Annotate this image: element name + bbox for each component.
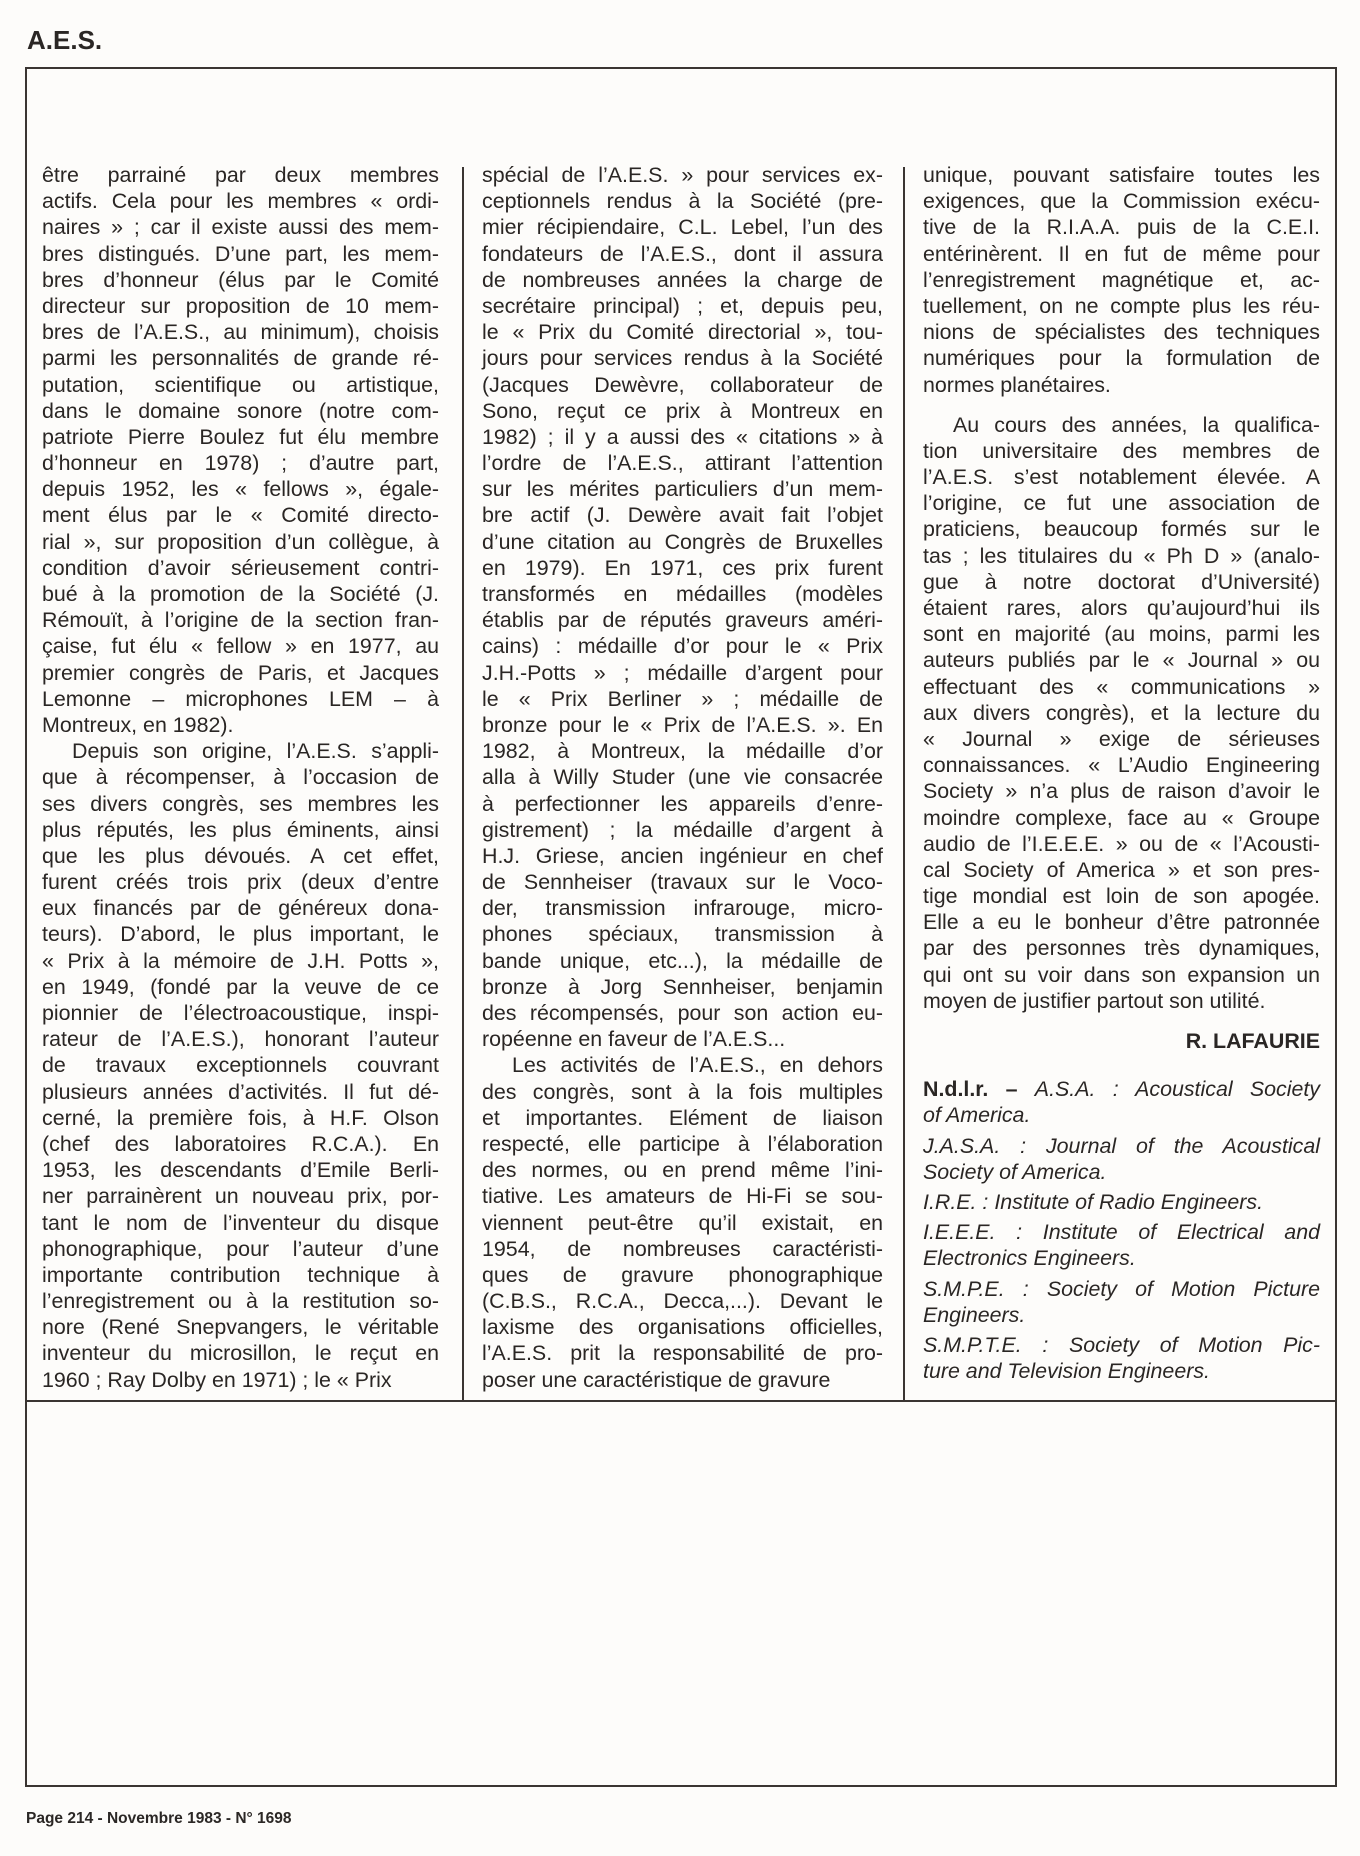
text-line: audio de l’I.E.E.E. » ou de « l’Acousti- <box>923 831 1320 856</box>
text-line: gistrement) ; la médaille d’argent à <box>482 817 883 842</box>
note-text: A.S.A. : Acoustical Society <box>1034 1077 1320 1102</box>
note-line: S.M.P.T.E. : Society of Motion Pic- <box>923 1332 1320 1357</box>
abbreviation-entry <box>923 1189 1320 1215</box>
text-line: laxisme des organisations officielles, <box>482 1315 883 1340</box>
text-line: ceptionnels rendus à la Société (pre- <box>482 189 883 214</box>
text-line: nore (René Snepvangers, le véritable <box>42 1315 439 1340</box>
text-line: 1953, les descendants d’Emile Berli- <box>42 1158 439 1183</box>
text-line: cains) : médaille d’or pour le « Prix <box>482 634 883 659</box>
text-line: ses divers congrès, ses membres les <box>42 791 439 816</box>
text-line: rial », sur proposition d’un collègue, à <box>42 529 439 554</box>
text-line: eux financés par de généreux dona- <box>42 896 439 921</box>
text-line: cerné, la première fois, à H.F. Olson <box>42 1105 439 1130</box>
text-line: viennent peut-être qu’il existait, en <box>482 1210 883 1235</box>
text-line: Sono, reçut ce prix à Montreux en <box>482 398 883 423</box>
text-line: nions de spécialistes des techniques <box>923 320 1320 345</box>
text-line: qui ont su voir dans son expansion un <box>923 962 1320 987</box>
paragraph <box>923 162 1320 398</box>
text-line: secrétaire principal) ; et, depuis peu, <box>482 293 883 318</box>
text-line: l’origine, ce fut une association de <box>923 491 1320 516</box>
paragraph <box>482 162 883 1052</box>
text-line: exigences, que la Commission exécu- <box>923 189 1320 214</box>
note-line: Electronics Engineers. <box>923 1246 1136 1271</box>
text-line: bres de l’A.E.S., au minimum), choisis <box>42 320 439 345</box>
text-line: être parrainé par deux membres <box>42 163 439 187</box>
abbreviation-entry <box>923 1276 1320 1328</box>
note-line: of America. <box>923 1103 1031 1128</box>
text-line: Les activités de l’A.E.S., en dehors <box>512 1053 883 1078</box>
text-line: alla à Willy Studer (une vie consacrée <box>482 765 883 790</box>
text-line: J.H.-Potts » ; médaille d’argent pour <box>482 660 883 685</box>
text-line: l’A.E.S. s’est notablement élevée. A <box>923 465 1320 490</box>
text-line: tiative. Les amateurs de Hi-Fi se sou- <box>482 1184 883 1209</box>
text-line: auteurs publiés par le « Journal » ou <box>923 648 1320 673</box>
text-line: putation, scientifique ou artistique, <box>42 372 439 397</box>
text-line: numériques pour la formulation de <box>923 346 1320 371</box>
note-line: J.A.S.A. : Journal of the Acoustical <box>923 1133 1320 1158</box>
paragraph <box>42 162 439 738</box>
text-line: ques de gravure phonographique <box>482 1262 883 1287</box>
text-line: bande unique, etc...), la médaille de <box>482 948 883 973</box>
article-body <box>923 162 1320 1014</box>
text-line: tant le nom de l’inventeur du disque <box>42 1210 439 1235</box>
text-line: fondateurs de l’A.E.S., dont il assura <box>482 241 883 266</box>
text-line: dans le domaine sonore (notre com- <box>42 398 439 423</box>
text-line: Society » n’a plus de raison d’avoir le <box>923 779 1320 804</box>
article-bottom-rule <box>25 1400 1337 1402</box>
text-line: tas ; les titulaires du « Ph D » (analo- <box>923 543 1320 568</box>
text-line: bre actif (J. Dewère avait fait l’objet <box>482 503 883 528</box>
text-line: 1982, à Montreux, la médaille d’or <box>482 739 883 764</box>
text-line: çaise, fut élu « fellow » en 1977, au <box>42 634 439 659</box>
text-line: Rémouït, à l’origine de la section fran- <box>42 608 439 633</box>
text-line: bronze à Jorg Sennheiser, benjamin <box>482 974 883 999</box>
text-line: unique, pouvant satisfaire toutes les <box>923 163 1320 187</box>
text-line: tive de la R.I.A.A. puis de la C.E.I. <box>923 215 1320 240</box>
text-line: que les plus dévoués. A cet effet, <box>42 843 439 868</box>
section-mark: A.E.S. <box>27 25 103 55</box>
text-line: plusieurs années d’activités. Il fut dé- <box>42 1079 439 1104</box>
text-line: et importantes. Elément de liaison <box>482 1105 883 1130</box>
text-line: le « Prix du Comité directorial », tou- <box>482 320 883 345</box>
text-line: l’A.E.S. prit la responsabilité de pro- <box>482 1341 883 1366</box>
note-line <box>923 1076 1320 1102</box>
text-line: bronze pour le « Prix de l’A.E.S. ». En <box>482 712 883 737</box>
text-line: aux divers congrès), et la lecture du <box>923 700 1320 725</box>
text-line: naires » ; car il existe aussi des mem- <box>42 215 439 240</box>
text-line: de nombreuses années la charge de <box>482 267 883 292</box>
author-signature: R. LAFAURIE <box>1185 1029 1320 1053</box>
text-line: mier récipiendaire, C.L. Lebel, l’un des <box>482 215 883 240</box>
note-line: I.R.E. : Institute of Radio Engineers. <box>923 1189 1264 1214</box>
text-line: de travaux exceptionnels couvrant <box>42 1053 439 1078</box>
note-line: ture and Television Engineers. <box>923 1359 1210 1384</box>
text-line: ropéenne en faveur de l’A.E.S... <box>482 1027 786 1052</box>
text-line: des récompensés, pour son action eu- <box>482 1001 883 1025</box>
paragraph <box>482 1052 883 1392</box>
text-line: « Prix à la mémoire de J.H. Potts », <box>42 948 439 973</box>
text-line: actifs. Cela pour les membres « ordi- <box>42 189 439 214</box>
text-line: Depuis son origine, l’A.E.S. s’appli- <box>72 739 439 764</box>
text-line: 1960 ; Ray Dolby en 1971) ; le « Prix <box>42 1367 392 1392</box>
text-line: H.J. Griese, ancien ingénieur en chef <box>482 843 883 868</box>
text-line: patriote Pierre Boulez fut élu membre <box>42 424 439 449</box>
text-line: des normes, ou en prend même l’ini- <box>482 1158 883 1183</box>
text-line: que à récompenser, à l’occasion de <box>42 765 439 790</box>
text-line: entérinèrent. Il en fut de même pour <box>923 241 1320 266</box>
text-line: jours pour services rendus à la Société <box>482 346 883 371</box>
text-line: directeur sur proposition de 10 mem- <box>42 293 439 318</box>
text-line: phones spéciaux, transmission à <box>482 922 883 947</box>
text-line: depuis 1952, les « fellows », égale- <box>42 477 439 502</box>
text-line: tuellement, on ne compte plus les réu- <box>923 293 1320 318</box>
text-line: l’enregistrement magnétique et, ac- <box>923 267 1320 292</box>
paragraph-gap <box>923 398 1320 412</box>
text-line: établis par de réputés graveurs améri- <box>482 608 883 633</box>
text-line: des congrès, sont à la fois multiples <box>482 1079 883 1104</box>
text-line: teurs). D’abord, le plus important, le <box>42 922 439 947</box>
text-line: moindre complexe, face au « Groupe <box>923 805 1320 830</box>
text-line: phonographique, pour l’auteur d’une <box>42 1236 439 1261</box>
text-line: condition d’avoir sérieusement contri- <box>42 555 439 580</box>
text-line: (C.B.S., R.C.A., Decca,...). Devant le <box>482 1289 883 1314</box>
page-footer: Page 214 - Novembre 1983 - N° 1698 <box>26 1810 292 1827</box>
text-line: praticiens, beaucoup formés sur le <box>923 517 1320 542</box>
text-line: par des personnes très dynamiques, <box>923 936 1320 961</box>
article-column-3 <box>923 162 1320 1388</box>
text-line: gue à notre doctorat d’Université) <box>923 569 1320 594</box>
text-line: normes planétaires. <box>923 372 1111 397</box>
abbreviation-entry <box>923 1076 1320 1128</box>
text-line: plus réputés, les plus éminents, ainsi <box>42 817 439 842</box>
text-line: (Jacques Dewèvre, collaborateur de <box>482 372 883 397</box>
article-column-2 <box>482 162 883 1393</box>
text-line: effectuant des « communications » <box>923 674 1320 699</box>
note-line: Society of America. <box>923 1159 1107 1184</box>
text-line: en 1979). En 1971, ces prix furent <box>482 555 883 580</box>
text-line: poser une caractéristique de gravure <box>482 1367 831 1392</box>
text-line: bres distingués. D’une part, les mem- <box>42 241 439 266</box>
text-line: (chef des laboratoires R.C.A.). En <box>42 1131 439 1156</box>
column-divider <box>903 167 905 1401</box>
text-line: 1954, de nombreuses caractéristi- <box>482 1236 883 1261</box>
text-line: sont en majorité (au moins, parmi les <box>923 622 1320 647</box>
text-line: importante contribution technique à <box>42 1262 439 1287</box>
text-line: spécial de l’A.E.S. » pour services ex- <box>482 163 883 187</box>
text-line: ment élus par le « Comité directo- <box>42 503 439 528</box>
text-line: respecté, elle participe à l’élaboration <box>482 1131 883 1156</box>
text-line: de Sennheiser (travaux sur le Voco- <box>482 870 883 895</box>
abbreviation-entry <box>923 1332 1320 1384</box>
text-line: 1982) ; il y a aussi des « citations » à <box>482 424 883 449</box>
text-line: Montreux, en 1982). <box>42 712 234 737</box>
text-line: bué à la promotion de la Société (J. <box>42 582 439 606</box>
text-line: sur les mérites particuliers d’un mem- <box>482 477 883 502</box>
abbreviation-entry <box>923 1219 1320 1271</box>
text-line: à perfectionner les appareils d’enre- <box>482 791 883 816</box>
text-line: premier congrès de Paris, et Jacques <box>42 660 439 685</box>
text-line: inventeur du microsillon, le reçut en <box>42 1341 439 1366</box>
text-line: l’enregistrement ou à la restitution so- <box>42 1289 439 1314</box>
paragraph <box>923 412 1320 1014</box>
paragraph <box>42 738 439 1393</box>
text-line: en 1949, (fondé par la veuve de ce <box>42 974 439 999</box>
text-line: rateur de l’A.E.S.), honorant l’auteur <box>42 1027 439 1052</box>
column-divider <box>462 167 464 1401</box>
text-line: l’ordre de l’A.E.S., attirant l’attention <box>482 451 883 476</box>
text-line: d’une citation au Congrès de Bruxelles <box>482 529 883 554</box>
text-line: tige mondial est loin de son apogée. <box>923 884 1320 909</box>
text-line: le « Prix Berliner » ; médaille de <box>482 686 883 711</box>
editor-note <box>923 1076 1320 1384</box>
editor-note-label: N.d.l.r. – <box>923 1077 1035 1102</box>
text-line: bres d’honneur (élus par le Comité <box>42 267 439 292</box>
text-line: Au cours des années, la qualifica- <box>953 412 1320 437</box>
text-line: pionnier de l’électroacoustique, inspi- <box>42 1001 439 1025</box>
text-line: d’honneur en 1978) ; d’autre part, <box>42 451 439 476</box>
note-line: I.E.E.E. : Institute of Electrical and <box>923 1220 1320 1245</box>
text-line: ner parrainèrent un nouveau prix, por- <box>42 1184 439 1209</box>
text-line: tion universitaire des membres de <box>923 438 1320 463</box>
abbreviation-entry <box>923 1133 1320 1185</box>
note-line: Engineers. <box>923 1302 1026 1327</box>
text-line: « Journal » exige de sérieuses <box>923 726 1320 751</box>
text-line: furent créés trois prix (deux d’entre <box>42 870 439 895</box>
text-line: moyen de justifier partout son utilité. <box>923 988 1266 1013</box>
note-line: S.M.P.E. : Society of Motion Picture <box>923 1276 1320 1301</box>
text-line: transformés en médailles (modèles <box>482 582 883 606</box>
text-line: der, transmission infrarouge, micro- <box>482 896 883 921</box>
text-line: cal Society of America » et son pres- <box>923 857 1320 882</box>
text-line: parmi les personnalités de grande ré- <box>42 346 439 371</box>
text-line: Elle a eu le bonheur d’être patronnée <box>923 910 1320 935</box>
text-line: étaient rares, alors qu’aujourd’hui ils <box>923 596 1320 620</box>
text-line: connaissances. « L’Audio Engineering <box>923 753 1320 778</box>
text-line: Lemonne – microphones LEM – à <box>42 686 439 711</box>
article-column-1 <box>42 162 439 1393</box>
